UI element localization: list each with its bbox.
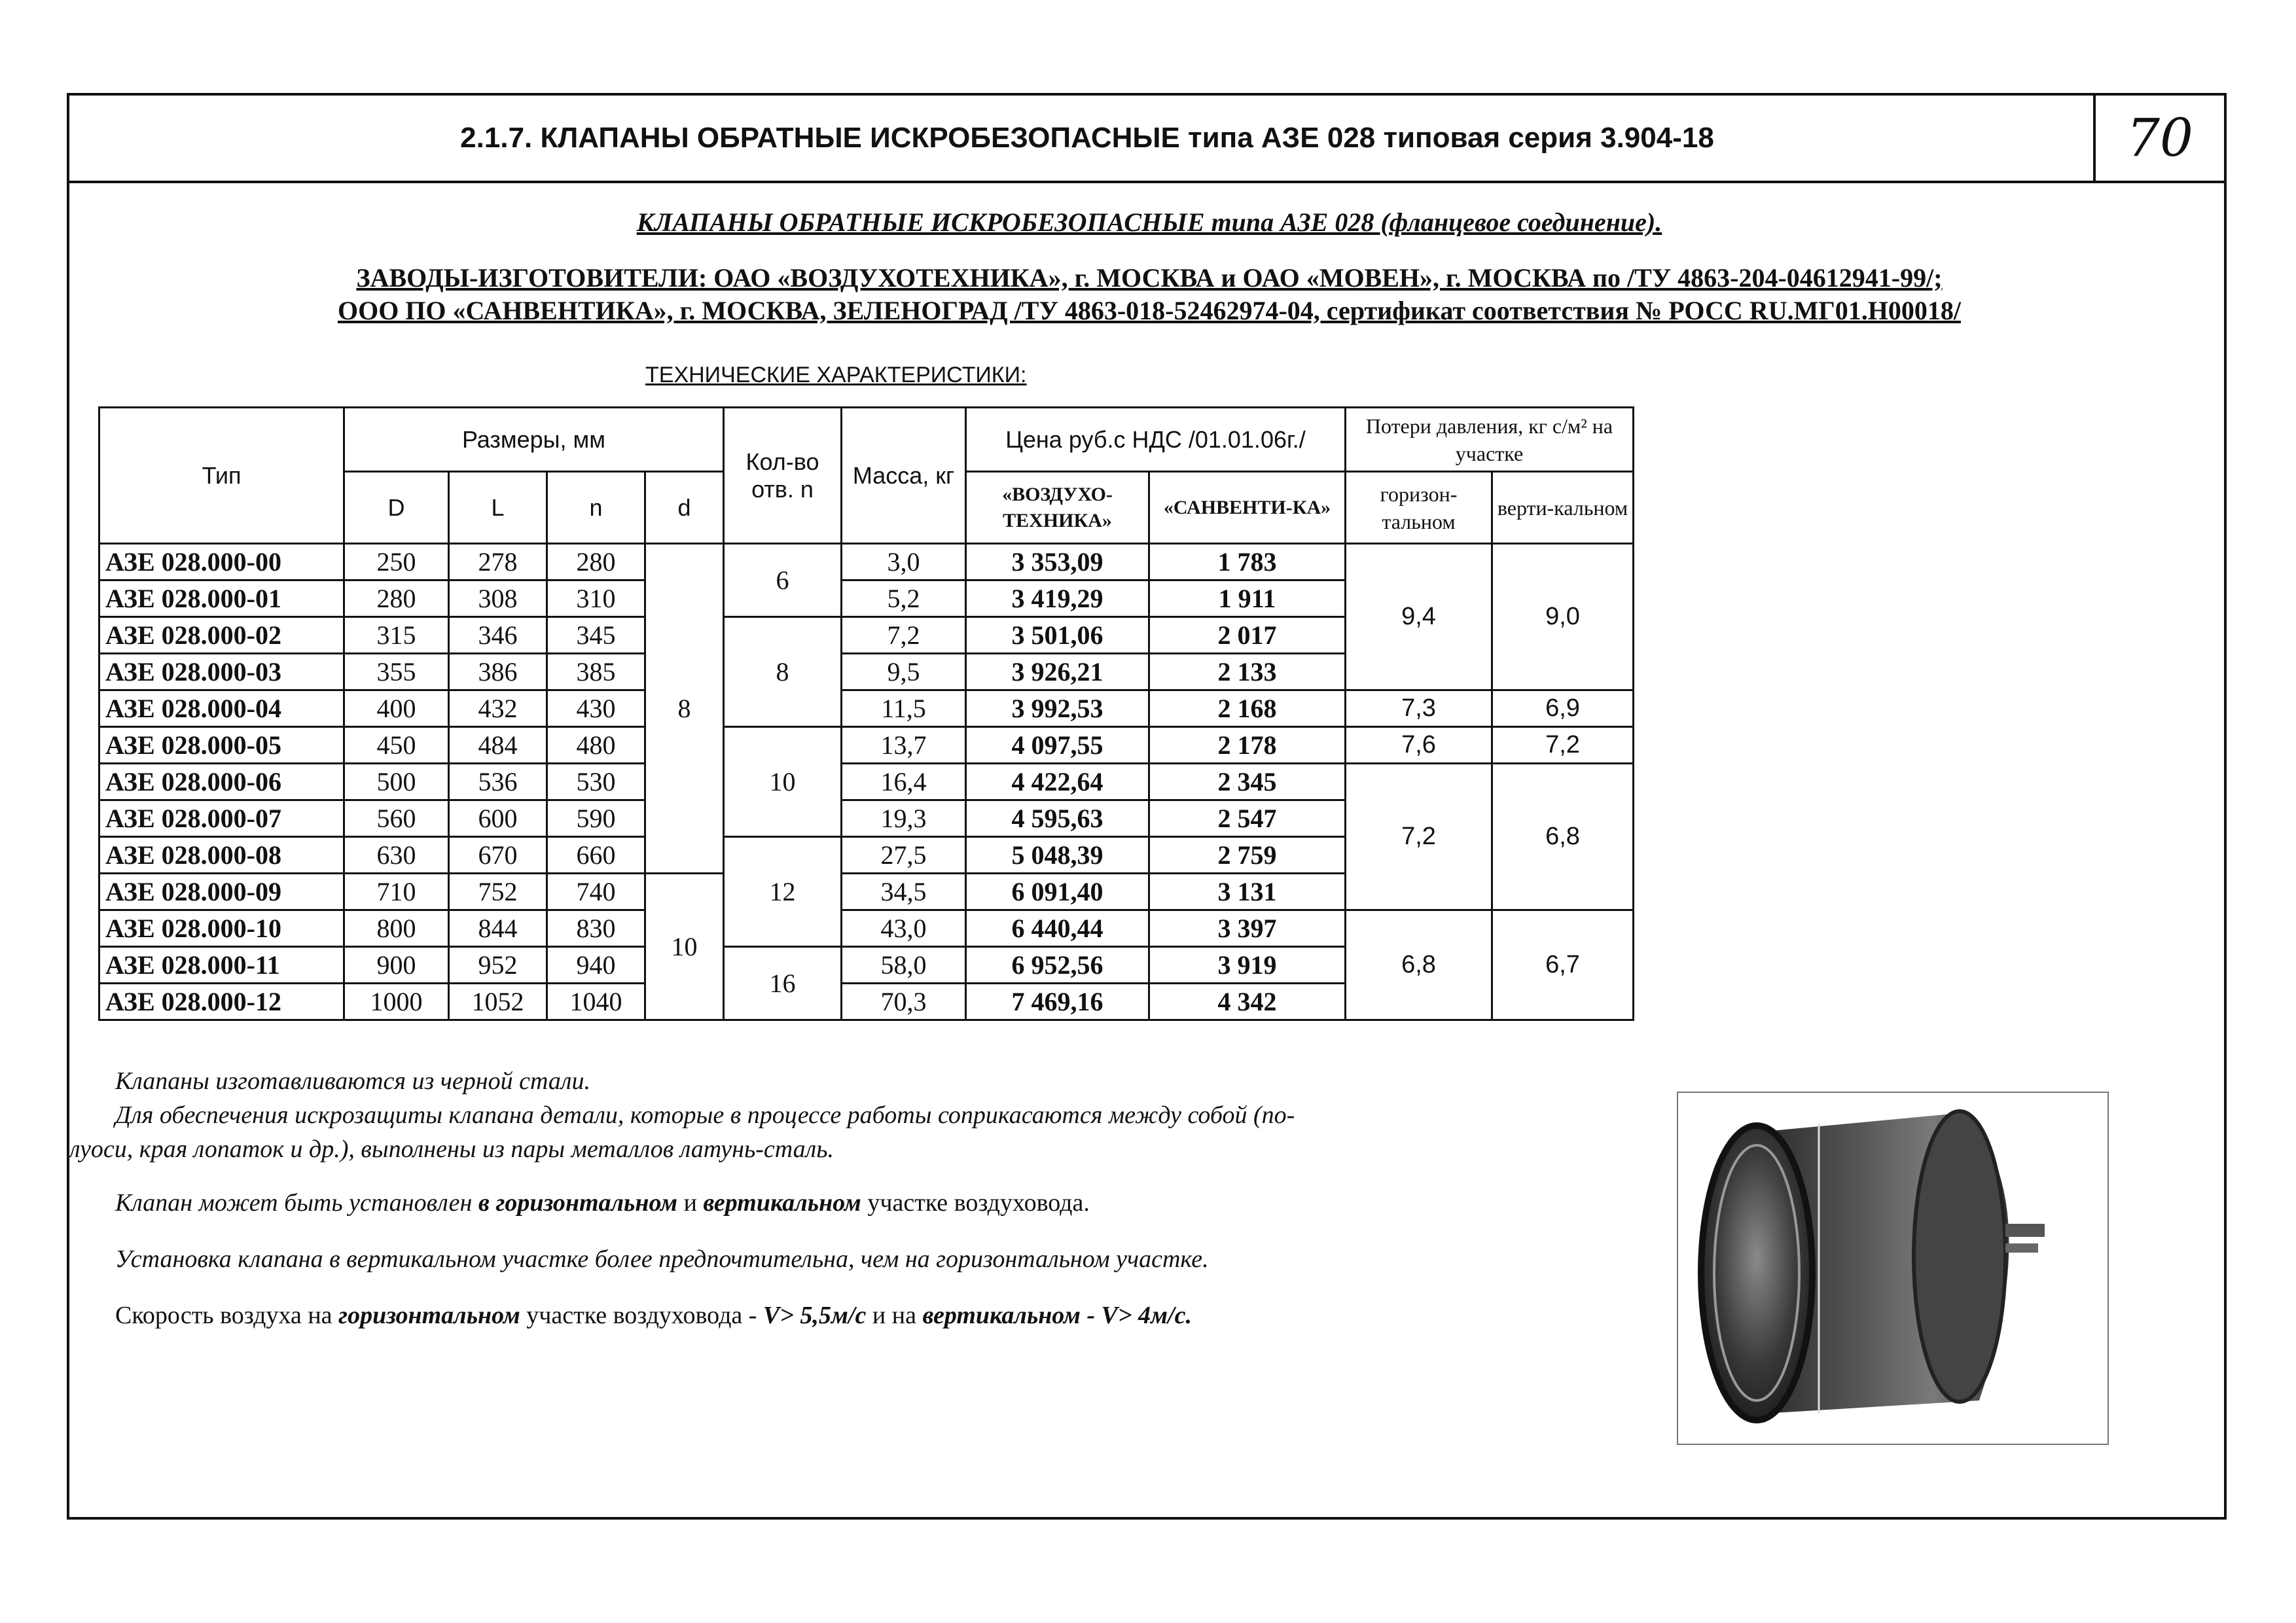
cell-D: 280: [344, 580, 449, 617]
cell-loss-h: 9,4: [1346, 544, 1492, 690]
note-material: Клапаны изготавливаются из черной стали.: [115, 1067, 590, 1095]
table-row: [99, 727, 1634, 764]
cell-n: 830: [547, 910, 645, 947]
note-speed-e: и на: [866, 1302, 923, 1329]
note-air-speed: [69, 1298, 1666, 1332]
cell-price-vozd: 3 992,53: [966, 690, 1149, 727]
cell-loss-h: 7,3: [1346, 690, 1492, 727]
cell-D: 710: [344, 874, 449, 910]
cell-n: 345: [547, 617, 645, 654]
cell-D: 400: [344, 690, 449, 727]
header-losses: Потери давления, кг с/м² на участке: [1346, 408, 1634, 472]
cell-holes-group: 8: [724, 617, 842, 727]
cell-D: 560: [344, 800, 449, 837]
note-install-a: Клапан может быть установлен: [115, 1189, 478, 1217]
page-frame: [67, 93, 2227, 1520]
cell-type: АЗЕ 028.000-07: [99, 800, 344, 837]
cell-mass: 5,2: [842, 580, 966, 617]
cell-loss-v: 6,7: [1492, 910, 1634, 1020]
cell-D: 630: [344, 837, 449, 874]
cell-type: АЗЕ 028.000-11: [99, 947, 344, 984]
cell-L: 952: [449, 947, 547, 984]
cell-D: 450: [344, 727, 449, 764]
cell-mass: 27,5: [842, 837, 966, 874]
header-d: d: [645, 472, 724, 544]
cell-n: 530: [547, 764, 645, 800]
page-number: 70: [2093, 96, 2224, 181]
table-row: [99, 764, 1634, 800]
manufacturers-line-1: ЗАВОДЫ-ИЗГОТОВИТЕЛИ: ОАО «ВОЗДУХОТЕХНИКА», г. МОСКВА и ОАО «МОВЕН», г. МОСКВА по /ТУ 4863-204-04612941-99/;: [356, 263, 1943, 293]
cell-D: 900: [344, 947, 449, 984]
cell-mass: 7,2: [842, 617, 966, 654]
cell-mass: 13,7: [842, 727, 966, 764]
note-spark-protection-2: луоси, края лопаток и др.), выполнены из пары металлов латунь-сталь.: [69, 1135, 834, 1163]
note-speed-b: горизонтальном: [338, 1302, 520, 1329]
cell-mass: 11,5: [842, 690, 966, 727]
cell-price-vozd: 5 048,39: [966, 837, 1149, 874]
manufacturers-line-2: ООО ПО «САНВЕНТИКА», г. МОСКВА, ЗЕЛЕНОГРАД /ТУ 4863-018-52462974-04, сертификат соответствия № РОСС RU.МГ01.Н00018/: [337, 296, 1962, 325]
cell-L: 844: [449, 910, 547, 947]
cell-type: АЗЕ 028.000-12: [99, 984, 344, 1020]
note-speed-f: вертикальном - V> 4м/с.: [922, 1302, 1192, 1329]
header-L: L: [449, 472, 547, 544]
cell-n: 1040: [547, 984, 645, 1020]
cell-type: АЗЕ 028.000-05: [99, 727, 344, 764]
cell-holes-group: 12: [724, 837, 842, 947]
note-install-e: участке воздуховода.: [861, 1189, 1090, 1217]
cell-L: 670: [449, 837, 547, 874]
cell-L: 1052: [449, 984, 547, 1020]
cell-type: АЗЕ 028.000-08: [99, 837, 344, 874]
valve-subtitle: КЛАПАНЫ ОБРАТНЫЕ ИСКРОБЕЗОПАСНЫЕ типа АЗЕ 028 (фланцевое соединение).: [636, 207, 1662, 237]
cell-D: 800: [344, 910, 449, 947]
header-price: Цена руб.с НДС /01.01.06г./: [966, 408, 1346, 472]
header-price-sanv: «САНВЕНТИ-КА»: [1149, 472, 1346, 544]
cell-type: АЗЕ 028.000-06: [99, 764, 344, 800]
cell-type: АЗЕ 028.000-10: [99, 910, 344, 947]
cell-loss-h: 7,2: [1346, 764, 1492, 910]
note-spark-protection-1: Для обеспечения искрозащиты клапана детали, которые в процессе работы соприкасаются между собой (по-: [115, 1101, 1295, 1129]
note-preference: Установка клапана в вертикальном участке более предпочтительна, чем на горизонтальном участке.: [115, 1245, 1209, 1273]
cell-loss-v: 9,0: [1492, 544, 1634, 690]
cell-price-sanv: 2 168: [1149, 690, 1346, 727]
section-title: 2.1.7. КЛАПАНЫ ОБРАТНЫЕ ИСКРОБЕЗОПАСНЫЕ типа АЗЕ 028 типовая серия 3.904-18: [460, 122, 1714, 154]
table-row: [99, 910, 1634, 947]
cell-D: 315: [344, 617, 449, 654]
header-type: Тип: [99, 408, 344, 544]
cell-loss-v: 7,2: [1492, 727, 1634, 764]
cell-price-sanv: 3 397: [1149, 910, 1346, 947]
cell-loss-h: 6,8: [1346, 910, 1492, 1020]
header-loss-horizontal: горизон-тальном: [1346, 472, 1492, 544]
cell-d-group: 8: [645, 544, 724, 874]
cell-price-vozd: 3 353,09: [966, 544, 1149, 580]
cell-price-sanv: 1 783: [1149, 544, 1346, 580]
note-install-d: вертикальном: [703, 1189, 861, 1217]
cell-n: 740: [547, 874, 645, 910]
cell-price-sanv: 1 911: [1149, 580, 1346, 617]
cell-type: АЗЕ 028.000-01: [99, 580, 344, 617]
cell-price-sanv: 2 547: [1149, 800, 1346, 837]
note-speed-d: V> 5,5м/с: [762, 1302, 867, 1329]
cell-price-vozd: 3 501,06: [966, 617, 1149, 654]
header-price-vozd: «ВОЗДУХО-ТЕХНИКА»: [966, 472, 1149, 544]
cell-n: 385: [547, 654, 645, 690]
tech-specs-title: ТЕХНИЧЕСКИЕ ХАРАКТЕРИСТИКИ:: [645, 363, 1027, 387]
cell-mass: 58,0: [842, 947, 966, 984]
cell-type: АЗЕ 028.000-00: [99, 544, 344, 580]
cell-mass: 70,3: [842, 984, 966, 1020]
cell-price-sanv: 3 919: [1149, 947, 1346, 984]
cell-type: АЗЕ 028.000-03: [99, 654, 344, 690]
header-sizes: Размеры, мм: [344, 408, 724, 472]
cell-n: 940: [547, 947, 645, 984]
valve-photo: [1677, 1092, 2109, 1445]
cell-type: АЗЕ 028.000-04: [99, 690, 344, 727]
cell-n: 310: [547, 580, 645, 617]
cell-price-vozd: 4 422,64: [966, 764, 1149, 800]
cell-loss-v: 6,9: [1492, 690, 1634, 727]
cell-price-vozd: 6 952,56: [966, 947, 1149, 984]
cell-price-vozd: 3 926,21: [966, 654, 1149, 690]
header-holes: Кол-во отв. n: [724, 408, 842, 544]
spec-table: [98, 406, 1634, 1021]
cell-holes-group: 6: [724, 544, 842, 617]
cell-price-sanv: 3 131: [1149, 874, 1346, 910]
header-loss-vertical: верти-кальном: [1492, 472, 1634, 544]
note-speed-c: участке воздуховода -: [520, 1302, 763, 1329]
note-install: [69, 1186, 1666, 1220]
header-D: D: [344, 472, 449, 544]
cell-loss-v: 6,8: [1492, 764, 1634, 910]
cell-L: 484: [449, 727, 547, 764]
cell-n: 660: [547, 837, 645, 874]
cell-L: 278: [449, 544, 547, 580]
cell-price-vozd: 6 440,44: [966, 910, 1149, 947]
cell-loss-h: 7,6: [1346, 727, 1492, 764]
note-install-c: и: [677, 1189, 704, 1217]
cell-L: 432: [449, 690, 547, 727]
cell-n: 590: [547, 800, 645, 837]
cell-n: 480: [547, 727, 645, 764]
cell-L: 308: [449, 580, 547, 617]
table-row: [99, 544, 1634, 580]
cell-mass: 34,5: [842, 874, 966, 910]
cell-n: 280: [547, 544, 645, 580]
cell-price-sanv: 4 342: [1149, 984, 1346, 1020]
cell-mass: 3,0: [842, 544, 966, 580]
cell-price-vozd: 7 469,16: [966, 984, 1149, 1020]
cell-mass: 19,3: [842, 800, 966, 837]
header-mass: Масса, кг: [842, 408, 966, 544]
cell-L: 536: [449, 764, 547, 800]
header-n: n: [547, 472, 645, 544]
cell-d-group: 10: [645, 874, 724, 1020]
cell-type: АЗЕ 028.000-02: [99, 617, 344, 654]
cell-price-vozd: 4 595,63: [966, 800, 1149, 837]
header-row: [69, 96, 2224, 183]
cell-mass: 16,4: [842, 764, 966, 800]
cell-price-sanv: 2 345: [1149, 764, 1346, 800]
cell-L: 346: [449, 617, 547, 654]
cell-mass: 43,0: [842, 910, 966, 947]
cell-D: 500: [344, 764, 449, 800]
cell-type: АЗЕ 028.000-09: [99, 874, 344, 910]
cell-holes-group: 16: [724, 947, 842, 1020]
note-speed-a: Скорость воздуха на: [115, 1302, 339, 1329]
cell-price-vozd: 3 419,29: [966, 580, 1149, 617]
valve-photo-icon: [1678, 1093, 2108, 1444]
notes-block: [69, 1064, 1666, 1332]
cell-L: 600: [449, 800, 547, 837]
cell-D: 250: [344, 544, 449, 580]
cell-D: 1000: [344, 984, 449, 1020]
table-row: [99, 690, 1634, 727]
cell-price-vozd: 6 091,40: [966, 874, 1149, 910]
cell-price-sanv: 2 017: [1149, 617, 1346, 654]
cell-price-sanv: 2 759: [1149, 837, 1346, 874]
cell-D: 355: [344, 654, 449, 690]
cell-n: 430: [547, 690, 645, 727]
cell-L: 386: [449, 654, 547, 690]
cell-mass: 9,5: [842, 654, 966, 690]
note-install-b: в горизонтальном: [478, 1189, 678, 1217]
cell-price-sanv: 2 178: [1149, 727, 1346, 764]
cell-holes-group: 10: [724, 727, 842, 837]
cell-price-vozd: 4 097,55: [966, 727, 1149, 764]
cell-price-sanv: 2 133: [1149, 654, 1346, 690]
cell-L: 752: [449, 874, 547, 910]
